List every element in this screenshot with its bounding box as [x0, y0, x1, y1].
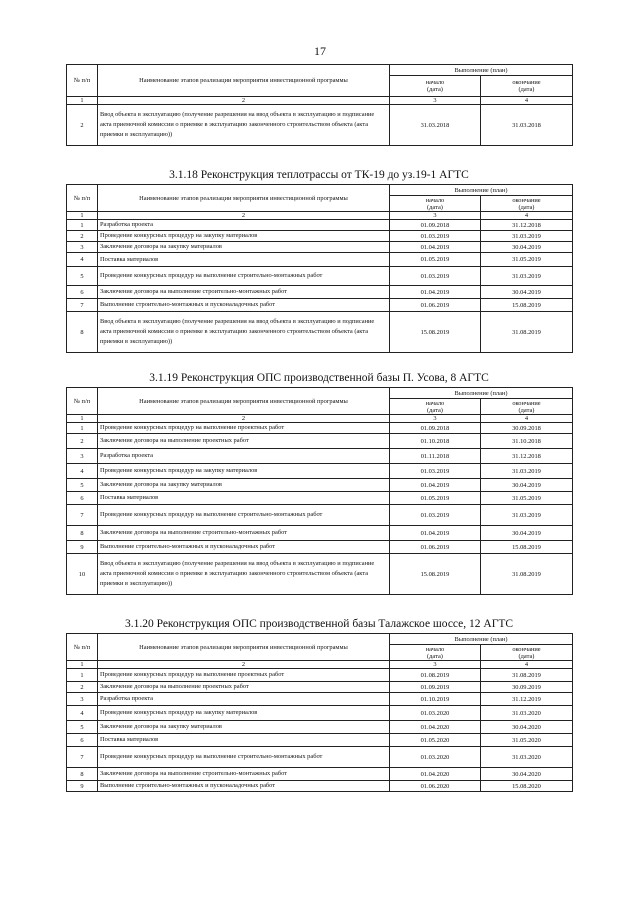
start-date: 01.06.2020 — [390, 781, 481, 792]
table-row — [67, 747, 573, 768]
header-name: Наименование этапов реализации мероприятия инвестиционной программы — [98, 65, 390, 97]
stage-name: Заключение договора на выполнение проектных работ — [98, 682, 390, 693]
table-row — [67, 781, 573, 792]
schedule-table — [66, 633, 573, 792]
start-date: 01.08.2019 — [390, 669, 481, 682]
end-date: 30.09.2019 — [481, 682, 573, 693]
index-row — [67, 212, 573, 220]
stage-name: Заключение договора на выполнение проектных работ — [98, 434, 390, 449]
index-cell: 3 — [390, 212, 481, 220]
index-row — [67, 415, 573, 423]
stage-name: Разработка проекта — [98, 449, 390, 464]
header-start: начало (дата) — [390, 196, 481, 212]
index-cell: 3 — [390, 661, 481, 669]
table-row — [67, 734, 573, 747]
schedule-table — [66, 64, 573, 146]
header-name: Наименование этапов реализации мероприятия инвестиционной программы — [98, 634, 390, 661]
stage-name: Проведение конкурсных процедур на выполнение строительно-монтажных работ — [98, 747, 390, 768]
header-name: Наименование этапов реализации мероприятия инвестиционной программы — [98, 388, 390, 415]
start-date: 31.03.2018 — [390, 105, 481, 146]
section-block — [66, 168, 572, 353]
row-number: 7 — [67, 505, 98, 526]
end-date: 31.08.2019 — [481, 312, 573, 353]
stage-name: Проведение конкурсных процедур на выполнение строительно-монтажных работ — [98, 267, 390, 286]
stage-name: Проведение конкурсных процедур на закупку материалов — [98, 706, 390, 721]
stage-name: Поставка материалов — [98, 253, 390, 267]
index-cell: 2 — [98, 661, 390, 669]
end-date: 31.03.2018 — [481, 105, 573, 146]
end-date: 30.04.2019 — [481, 242, 573, 253]
end-date: 31.03.2019 — [481, 231, 573, 242]
header-name: Наименование этапов реализации мероприятия инвестиционной программы — [98, 185, 390, 212]
stage-name: Ввод объекта в эксплуатацию (получение разрешения на ввод объекта в эксплуатацию и подписание акта приемочной комиссии о приемке в эксплуатацию законченного строительством объекта (акта приемки в эксплуатацию)) — [98, 312, 390, 353]
index-row — [67, 97, 573, 105]
table-row — [67, 253, 573, 267]
header-end: окончание (дата) — [481, 645, 573, 661]
end-date: 30.04.2019 — [481, 286, 573, 299]
section-title: 3.1.20 Реконструкция ОПС производственной базы Талажское шоссе, 12 АГТС — [124, 618, 514, 630]
start-date: 01.03.2019 — [390, 267, 481, 286]
end-date: 31.03.2020 — [481, 706, 573, 721]
end-date: 31.03.2019 — [481, 505, 573, 526]
start-date: 01.05.2020 — [390, 734, 481, 747]
start-date: 01.03.2020 — [390, 706, 481, 721]
row-number: 3 — [67, 242, 98, 253]
start-date: 01.05.2019 — [390, 253, 481, 267]
index-cell: 4 — [481, 661, 573, 669]
index-row — [67, 661, 573, 669]
section-block — [66, 64, 572, 146]
row-number: 5 — [67, 721, 98, 734]
stage-name: Выполнение строительно-монтажных и пусконаладочных работ — [98, 541, 390, 554]
schedule-table — [66, 387, 573, 595]
row-number: 4 — [67, 706, 98, 721]
start-date: 01.09.2018 — [390, 423, 481, 434]
start-date: 15.08.2019 — [390, 554, 481, 595]
table-row — [67, 479, 573, 492]
stage-name: Проведение конкурсных процедур на выполнение проектных работ — [98, 669, 390, 682]
row-number: 6 — [67, 286, 98, 299]
stage-name: Разработка проекта — [98, 220, 390, 231]
header-row — [67, 185, 573, 196]
row-number: 2 — [67, 231, 98, 242]
row-number: 8 — [67, 312, 98, 353]
end-date: 31.12.2018 — [481, 220, 573, 231]
start-date: 01.04.2020 — [390, 768, 481, 781]
row-number: 3 — [67, 449, 98, 464]
end-date: 31.08.2019 — [481, 669, 573, 682]
end-date: 31.12.2018 — [481, 449, 573, 464]
section-title: 3.1.18 Реконструкция теплотрассы от ТК-19 до уз.19-1 АГТС — [169, 169, 469, 181]
end-date: 31.05.2020 — [481, 734, 573, 747]
stage-name: Поставка материалов — [98, 492, 390, 505]
start-date: 01.04.2020 — [390, 721, 481, 734]
row-number: 6 — [67, 492, 98, 505]
index-cell: 4 — [481, 212, 573, 220]
header-row — [67, 388, 573, 399]
end-date: 31.12.2019 — [481, 693, 573, 706]
table-row — [67, 105, 573, 146]
end-date: 31.05.2019 — [481, 492, 573, 505]
row-number: 1 — [67, 423, 98, 434]
stage-name: Заключение договора на выполнение строительно-монтажных работ — [98, 526, 390, 541]
row-number: 1 — [67, 669, 98, 682]
section-block — [66, 617, 572, 792]
start-date: 01.06.2019 — [390, 299, 481, 312]
stage-name: Заключение договора на закупку материалов — [98, 721, 390, 734]
stage-name: Выполнение строительно-монтажных и пусконаладочных работ — [98, 781, 390, 792]
stage-name: Проведение конкурсных процедур на выполнение строительно-монтажных работ — [98, 505, 390, 526]
stage-name: Проведение конкурсных процедур на закупку материалов — [98, 464, 390, 479]
start-date: 01.10.2018 — [390, 434, 481, 449]
table-row — [67, 423, 573, 434]
row-number: 8 — [67, 526, 98, 541]
index-cell: 3 — [390, 415, 481, 423]
stage-name: Заключение договора на закупку материалов — [98, 479, 390, 492]
index-cell: 1 — [67, 212, 98, 220]
end-date: 30.04.2019 — [481, 526, 573, 541]
end-date: 31.05.2019 — [481, 253, 573, 267]
end-date: 30.04.2019 — [481, 479, 573, 492]
index-cell: 1 — [67, 415, 98, 423]
index-cell: 4 — [481, 97, 573, 105]
index-cell: 4 — [481, 415, 573, 423]
index-cell: 2 — [98, 415, 390, 423]
start-date: 01.03.2019 — [390, 464, 481, 479]
start-date: 01.03.2019 — [390, 505, 481, 526]
header-num: № п/п — [67, 388, 98, 415]
table-row — [67, 231, 573, 242]
header-row — [67, 634, 573, 645]
end-date: 15.08.2020 — [481, 781, 573, 792]
table-row — [67, 526, 573, 541]
table-row — [67, 286, 573, 299]
table-row — [67, 299, 573, 312]
end-date: 30.04.2020 — [481, 768, 573, 781]
index-cell: 3 — [390, 97, 481, 105]
index-cell: 2 — [98, 97, 390, 105]
header-num: № п/п — [67, 185, 98, 212]
start-date: 01.06.2019 — [390, 541, 481, 554]
start-date: 15.08.2019 — [390, 312, 481, 353]
row-number: 2 — [67, 682, 98, 693]
stage-name: Заключение договора на закупку материалов — [98, 242, 390, 253]
table-row — [67, 669, 573, 682]
index-cell: 2 — [98, 212, 390, 220]
start-date: 01.04.2019 — [390, 526, 481, 541]
section-block — [66, 371, 572, 595]
header-end: окончание (дата) — [481, 196, 573, 212]
start-date: 01.11.2018 — [390, 449, 481, 464]
header-exec: Выполнение (план) — [390, 388, 573, 399]
row-number: 2 — [67, 434, 98, 449]
table-row — [67, 706, 573, 721]
section-title: 3.1.19 Реконструкция ОПС производственной базы П. Усова, 8 АГТС — [149, 372, 489, 384]
header-row — [67, 65, 573, 76]
start-date: 01.04.2019 — [390, 479, 481, 492]
row-number: 6 — [67, 734, 98, 747]
schedule-table — [66, 184, 573, 353]
table-row — [67, 312, 573, 353]
stage-name: Заключение договора на выполнение строительно-монтажных работ — [98, 768, 390, 781]
stage-name: Ввод объекта в эксплуатацию (получение разрешения на ввод объекта в эксплуатацию и подписание акта приемочной комиссии о приемке в эксплуатацию законченного строительством объекта (акта приемки в эксплуатацию)) — [98, 554, 390, 595]
stage-name: Проведение конкурсных процедур на закупку материалов — [98, 231, 390, 242]
header-exec: Выполнение (план) — [390, 185, 573, 196]
table-row — [67, 505, 573, 526]
end-date: 30.04.2020 — [481, 721, 573, 734]
row-number: 4 — [67, 253, 98, 267]
header-exec: Выполнение (план) — [390, 65, 573, 76]
end-date: 15.08.2019 — [481, 299, 573, 312]
row-number: 9 — [67, 541, 98, 554]
table-row — [67, 721, 573, 734]
table-row — [67, 242, 573, 253]
end-date: 30.09.2018 — [481, 423, 573, 434]
table-row — [67, 267, 573, 286]
header-num: № п/п — [67, 634, 98, 661]
header-start: начало (дата) — [390, 645, 481, 661]
table-row — [67, 434, 573, 449]
table-row — [67, 554, 573, 595]
table-row — [67, 541, 573, 554]
header-start: начало (дата) — [390, 76, 481, 97]
index-cell: 1 — [67, 97, 98, 105]
start-date: 01.03.2019 — [390, 231, 481, 242]
stage-name: Поставка материалов — [98, 734, 390, 747]
stage-name: Выполнение строительно-монтажных и пусконаладочных работ — [98, 299, 390, 312]
row-number: 4 — [67, 464, 98, 479]
table-row — [67, 682, 573, 693]
row-number: 7 — [67, 299, 98, 312]
start-date: 01.09.2019 — [390, 682, 481, 693]
start-date: 01.04.2019 — [390, 286, 481, 299]
row-number: 3 — [67, 693, 98, 706]
header-start: начало (дата) — [390, 399, 481, 415]
row-number: 2 — [67, 105, 98, 146]
row-number: 5 — [67, 267, 98, 286]
start-date: 01.10.2019 — [390, 693, 481, 706]
table-row — [67, 220, 573, 231]
end-date: 31.03.2020 — [481, 747, 573, 768]
header-exec: Выполнение (план) — [390, 634, 573, 645]
row-number: 10 — [67, 554, 98, 595]
row-number: 5 — [67, 479, 98, 492]
index-cell: 1 — [67, 661, 98, 669]
row-number: 7 — [67, 747, 98, 768]
end-date: 31.10.2018 — [481, 434, 573, 449]
end-date: 15.08.2019 — [481, 541, 573, 554]
start-date: 01.09.2018 — [390, 220, 481, 231]
header-num: № п/п — [67, 65, 98, 97]
start-date: 01.05.2019 — [390, 492, 481, 505]
end-date: 31.08.2019 — [481, 554, 573, 595]
stage-name: Ввод объекта в эксплуатацию (получение разрешения на ввод объекта в эксплуатацию и подписание акта приемочной комиссии о приемке в эксплуатацию законченного строительством объекта (акта приемки в эксплуатацию)) — [98, 105, 390, 146]
start-date: 01.03.2020 — [390, 747, 481, 768]
table-row — [67, 464, 573, 479]
start-date: 01.04.2019 — [390, 242, 481, 253]
table-row — [67, 693, 573, 706]
end-date: 31.03.2019 — [481, 267, 573, 286]
table-row — [67, 768, 573, 781]
stage-name: Проведение конкурсных процедур на выполнение проектных работ — [98, 423, 390, 434]
end-date: 31.03.2019 — [481, 464, 573, 479]
row-number: 9 — [67, 781, 98, 792]
stage-name: Разработка проекта — [98, 693, 390, 706]
table-row — [67, 449, 573, 464]
header-end: окончание (дата) — [481, 399, 573, 415]
header-end: окончание (дата) — [481, 76, 573, 97]
page-number: 17 — [314, 44, 326, 58]
row-number: 8 — [67, 768, 98, 781]
row-number: 1 — [67, 220, 98, 231]
stage-name: Заключение договора на выполнение строительно-монтажных работ — [98, 286, 390, 299]
table-row — [67, 492, 573, 505]
